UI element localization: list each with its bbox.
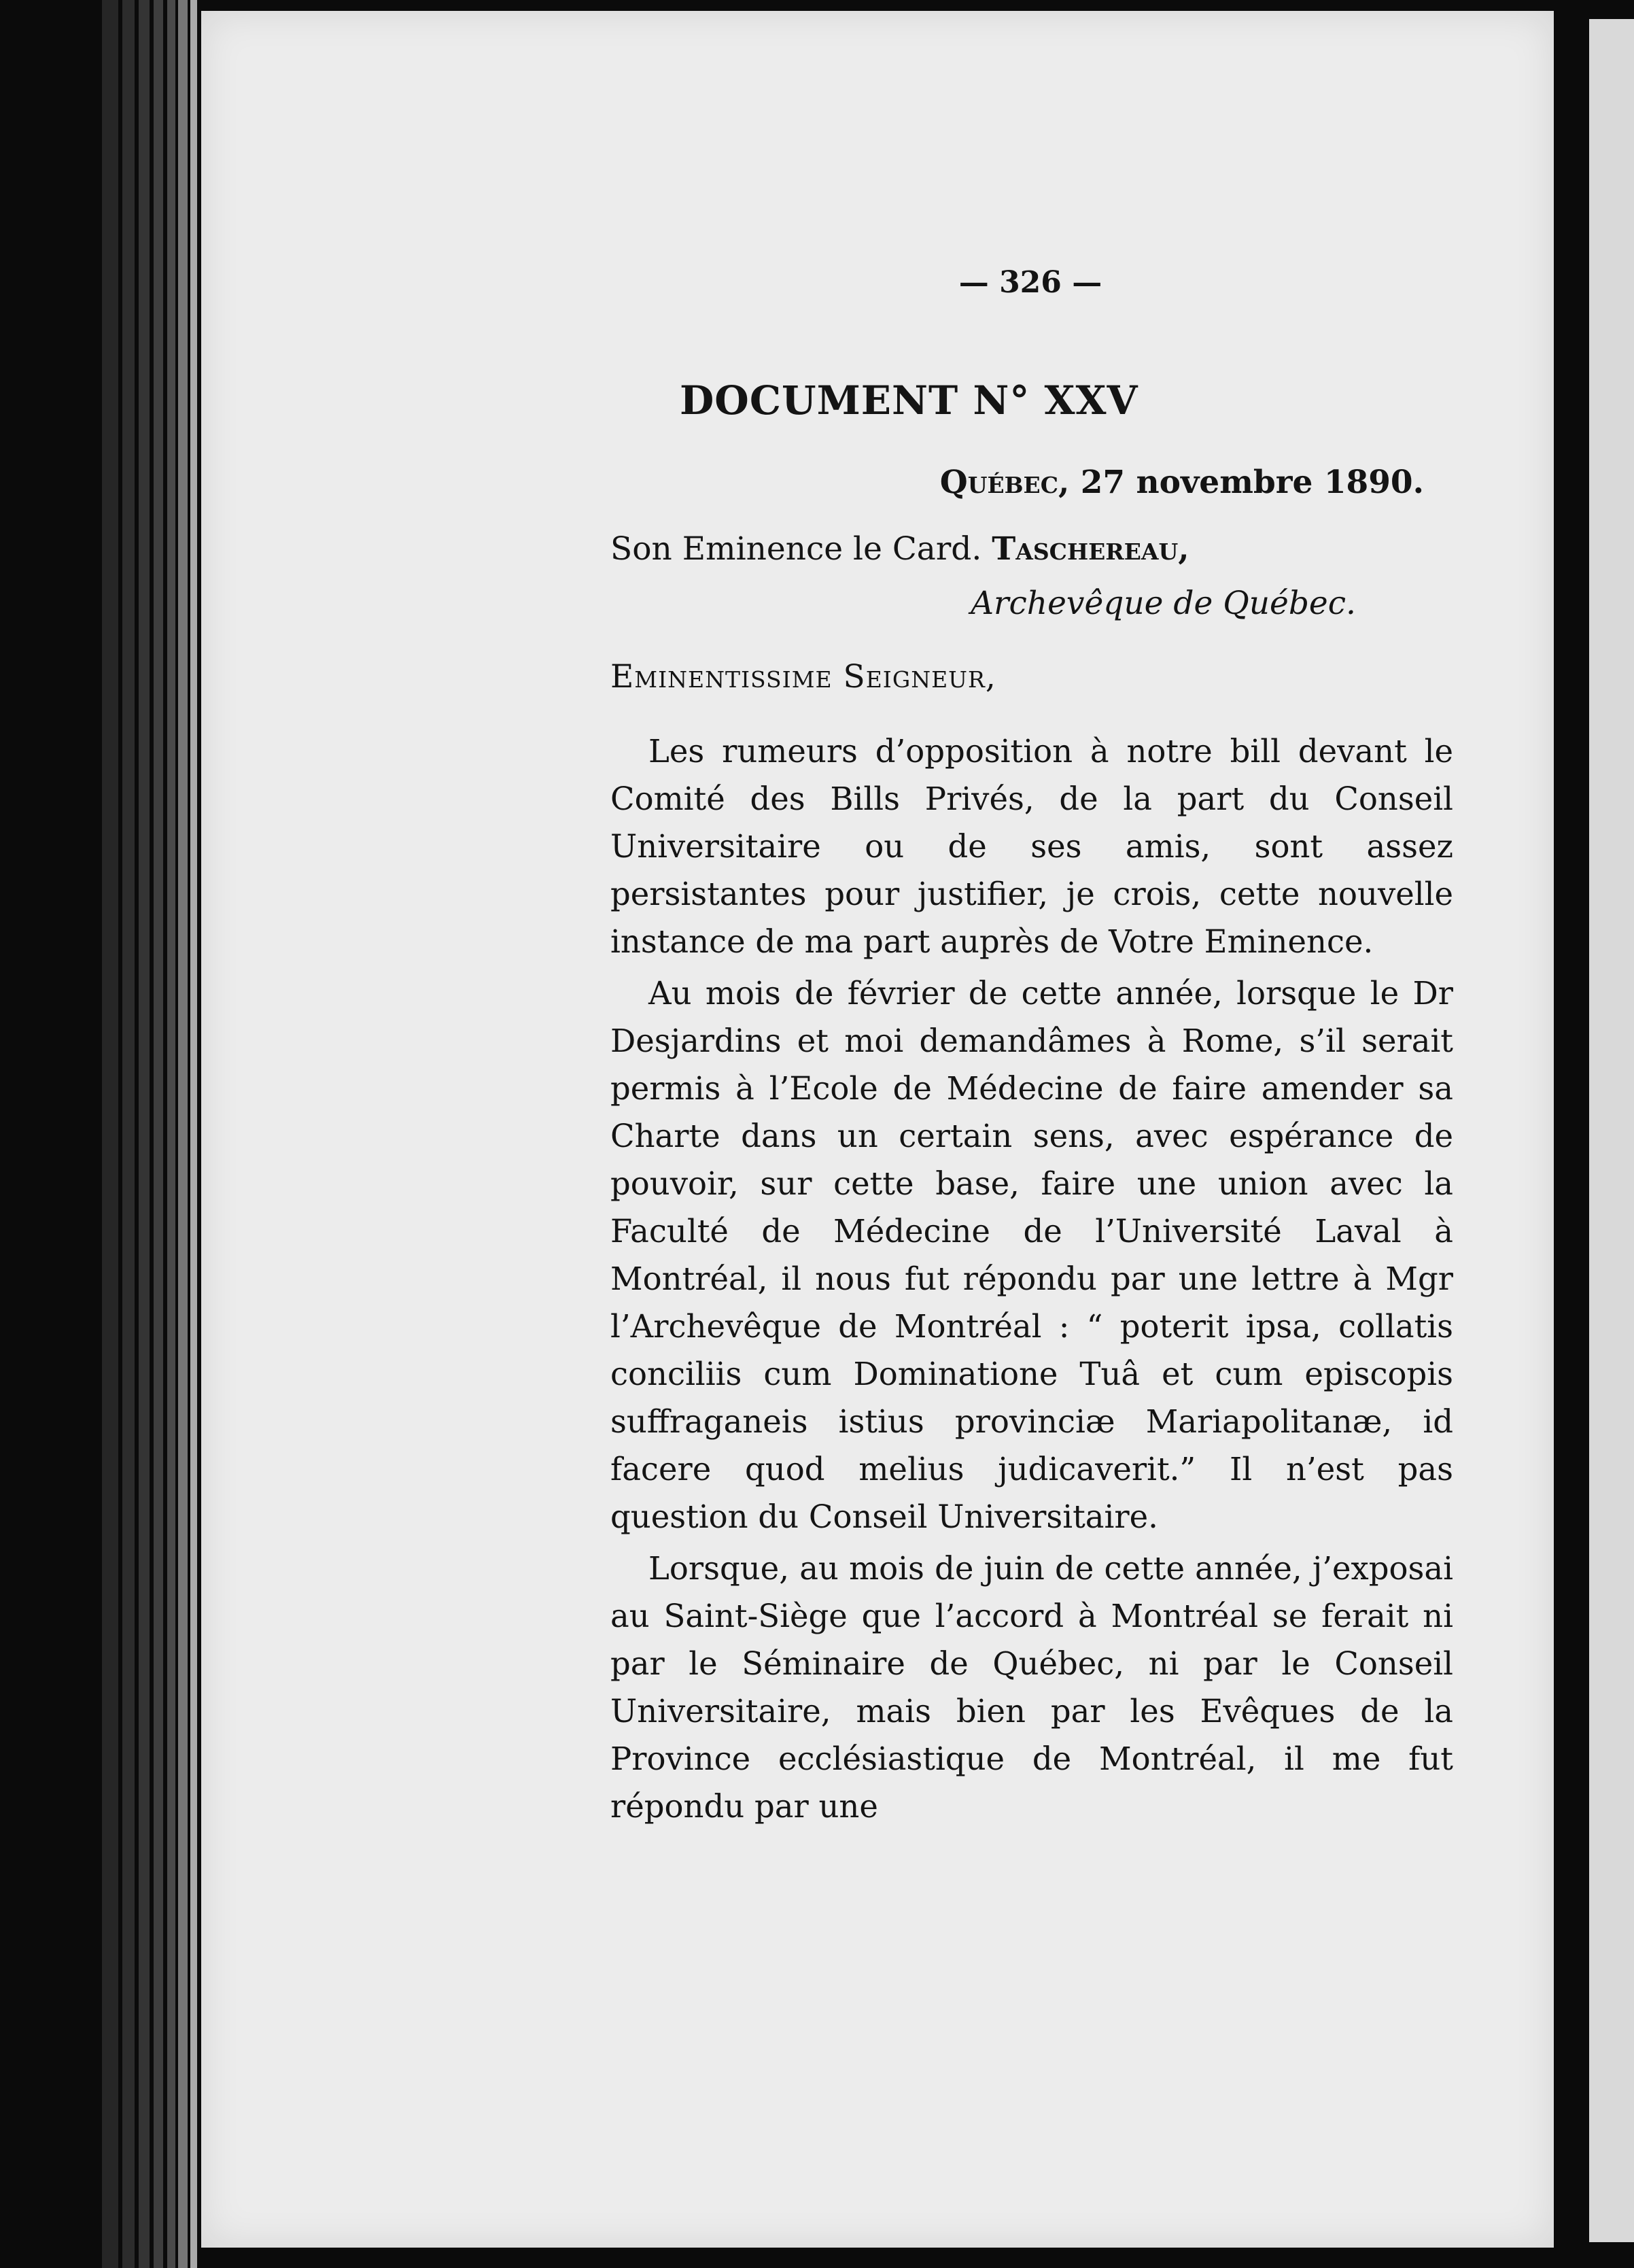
document-title: DOCUMENT N° XXV [680,377,1138,424]
dateline-city: Québec, [939,464,1070,501]
page-number: — 326 — [958,265,1102,300]
facing-page-edge [1589,19,1634,2242]
page-edge [122,0,135,2268]
page-edge [167,0,175,2268]
recipient-name: Taschereau, [992,530,1189,568]
recipient-prefix: Son Eminence le Card. [610,530,982,568]
page-edge [154,0,163,2268]
letter-body [610,727,1453,1834]
paragraph: Lorsque, au mois de juin de cette année, j’exposai au Saint-Siège que l’accord à Montréal se ferait ni par le Séminaire de Québec, ni par le Conseil Universitaire, mais bien par les Evêques de la Province ecclésiastique de Montréal, il me fut répondu par une [610,1550,1453,1825]
paragraph: Les rumeurs d’opposition à notre bill devant le Comité des Bills Privés, de la part du Conseil Universitaire ou de ses amis, sont assez persistantes pour justifier, je crois, cette nouvelle instance de ma part auprès de Votre Eminence. [610,733,1453,960]
page-edge [178,0,188,2268]
page-edge [102,0,118,2268]
recipient-line [610,530,1460,568]
page-edge [139,0,150,2268]
paragraph: Au mois de février de cette année, lorsque le Dr Desjardins et moi demandâmes à Rome, s’il serait permis à l’Ecole de Médecine de faire amender sa Charte dans un certain sens, avec espérance de pouvoir, sur cette base, faire une union avec la Faculté de Médecine de l’Université Laval à Montréal, il nous fut répondu par une lettre à Mgr l’Archevêque de Montréal : “ poterit ipsa, collatis conciliis cum Dominatione Tuâ et cum episcopis suffraganeis istius provinciæ Mariapolitanæ, id facere quod melius judicaverit.” Il n’est pas question du Conseil Universitaire. [610,975,1453,1535]
salutation: Eminentissime Seigneur, [610,658,996,695]
page-edge [190,0,197,2268]
dateline [816,464,1424,501]
recipient-title: Archevêque de Québec. [971,585,1356,622]
dateline-date: 27 novembre 1890. [1080,464,1424,501]
